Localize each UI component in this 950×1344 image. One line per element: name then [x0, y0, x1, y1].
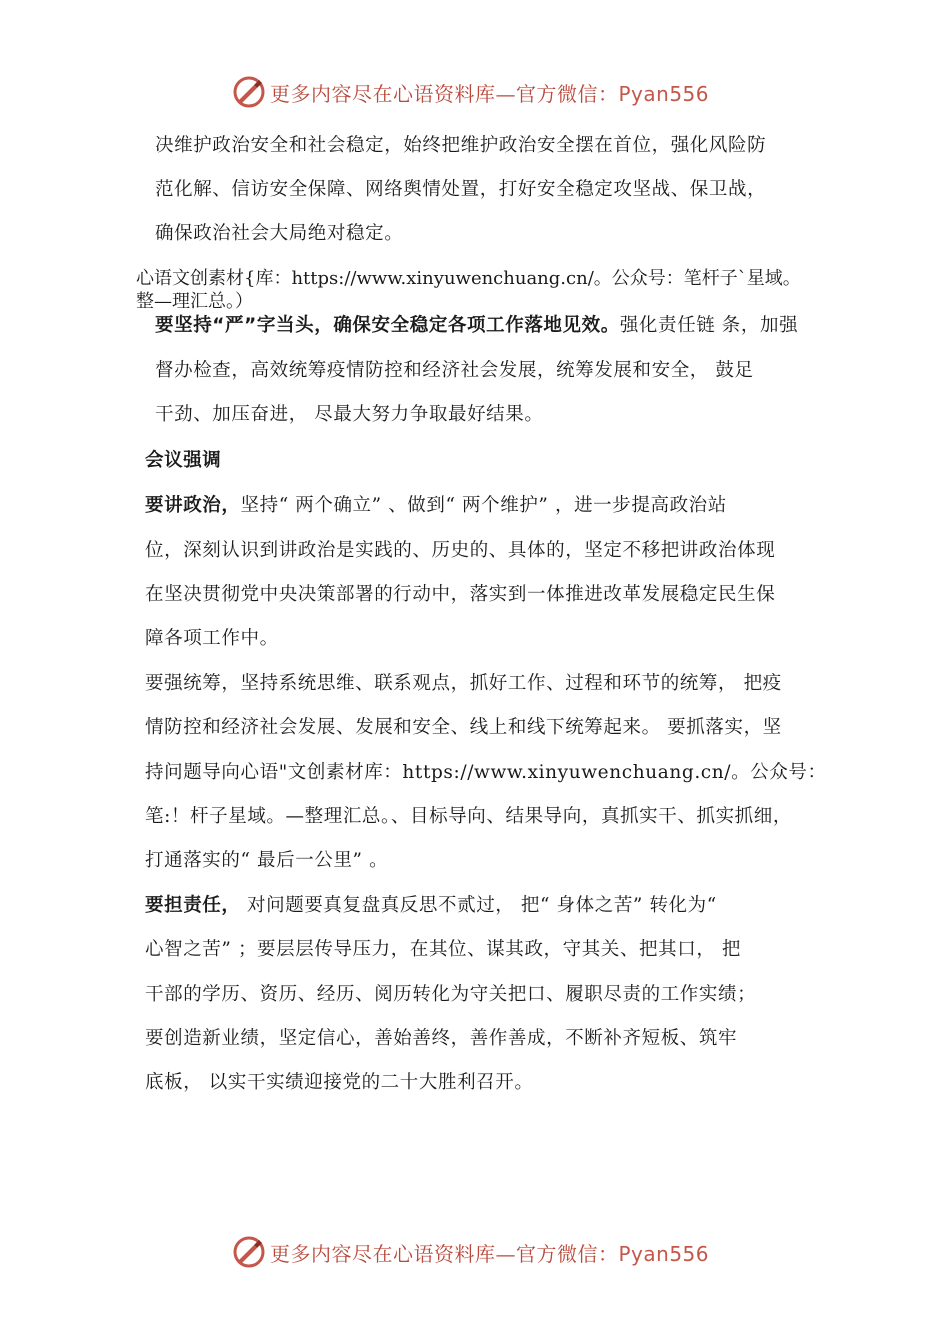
- paragraph-line: 要担责任， 对问题要真复盘真反思不贰过， 把“ 身体之苦” 转化为“: [145, 895, 717, 916]
- paragraph-line: 持问题导向心语"文创素材库：https://www.xinyuwenchuang.cn/。公众号：: [145, 762, 827, 783]
- paragraph-line: 干部的学历、资历、经历、阅历转化为守关把口、履职尽责的工作实绩；: [145, 984, 757, 1005]
- paragraph-line: 要坚持“严”字当头，确保安全稳定各项工作落地见效。强化责任链 条，加强: [155, 315, 799, 336]
- paragraph-line: 要讲政治，坚持“ 两个确立” 、做到“ 两个维护” ，进一步提高政治站: [145, 495, 727, 516]
- header-banner: [232, 72, 732, 112]
- paragraph-line: 情防控和经济社会发展、发展和安全、线上和线下统筹起来。 要抓落实，坚: [145, 717, 782, 738]
- bold-lead: 要坚持“严”字当头，确保安全稳定各项工作落地见效。: [155, 315, 620, 336]
- paragraph-line: 心智之苦” ；要层层传导压力，在其位、谋其政，守其关、把其口， 把: [145, 939, 742, 960]
- pen-logo-icon: [232, 1235, 266, 1269]
- pen-logo-icon: [232, 75, 266, 109]
- paragraph-line: 位，深刻认识到讲政治是实践的、历史的、具体的，坚定不移把讲政治体现: [145, 540, 776, 561]
- footer-banner: [232, 1232, 732, 1272]
- paragraph-line: 决维护政治安全和社会稳定，始终把维护政治安全摆在首位，强化风险防: [155, 135, 767, 156]
- paragraph-line: 督办检查，高效统筹疫情防控和经济社会发展，统筹发展和安全， 鼓足: [155, 360, 754, 381]
- paragraph-line: 打通落实的“ 最后一公里” 。: [145, 850, 389, 871]
- paragraph-line: 要强统筹，坚持系统思维、联系观点，抓好工作、过程和环节的统筹， 把疫: [145, 673, 782, 694]
- banner-text: 更多内容尽在心语资料库—官方微信：Pyan556: [270, 81, 710, 106]
- paragraph-line: 障各项工作中。: [145, 628, 279, 649]
- source-note-line: 心语文创素材{库：https://www.xinyuwenchuang.cn/。公众号：笔杆子`星域。: [136, 268, 801, 289]
- bold-lead: 要担责任，: [145, 895, 241, 916]
- paragraph-line: 底板， 以实干实绩迎接党的二十大胜利召开。: [145, 1072, 534, 1093]
- source-note-line: 整—理汇总。）: [136, 291, 253, 312]
- paragraph-line: 确保政治社会大局绝对稳定。: [155, 223, 404, 244]
- banner-text: 更多内容尽在心语资料库—官方微信：Pyan556: [270, 1241, 710, 1266]
- paragraph-line: 笔:！杆子星域。—整理汇总。、目标导向、结果导向，真抓实干、抓实抓细，: [145, 806, 792, 827]
- paragraph-line: 范化解、信访安全保障、网络舆情处置，打好安全稳定攻坚战、保卫战，: [155, 179, 767, 200]
- section-heading: 会议强调: [145, 450, 222, 471]
- paragraph-line: 干劲、加压奋进， 尽最大努力争取最好结果。: [155, 404, 544, 425]
- paragraph-line: 在坚决贯彻党中央决策部署的行动中，落实到一体推进改革发展稳定民生保: [145, 584, 776, 605]
- paragraph-line: 要创造新业绩，坚定信心，善始善终，善作善成，不断补齐短板、筑牢: [145, 1028, 738, 1049]
- bold-lead: 要讲政治，: [145, 495, 241, 516]
